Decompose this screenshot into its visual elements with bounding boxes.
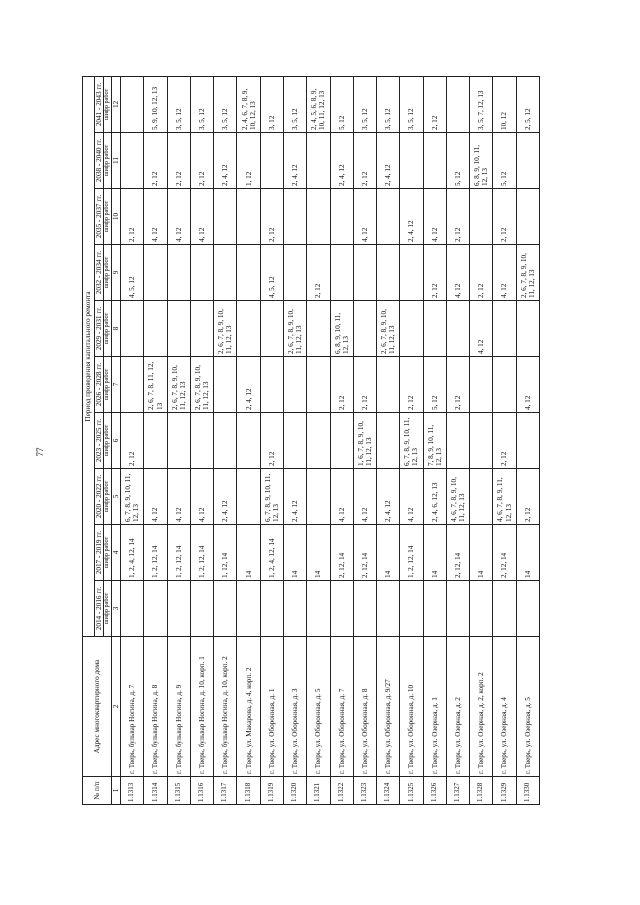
work-codes-cell bbox=[190, 413, 213, 469]
table-row bbox=[237, 76, 260, 804]
work-codes-cell: 3, 5, 12 bbox=[400, 76, 423, 132]
work-codes-cell: 4, 12 bbox=[190, 469, 213, 525]
work-codes-cell: 4, 12 bbox=[190, 189, 213, 245]
work-codes-cell: 3, 5, 12 bbox=[377, 76, 400, 132]
work-codes-cell: 1, 12, 14 bbox=[214, 525, 237, 581]
work-codes-cell: 2, 4, 12 bbox=[377, 469, 400, 525]
row-address: г. Тверь, бульвар Ногина, д. 7 bbox=[121, 637, 144, 777]
work-codes-cell bbox=[260, 133, 283, 189]
work-codes-cell bbox=[446, 413, 469, 469]
work-codes-cell bbox=[283, 245, 306, 301]
work-codes-cell: 4, 12 bbox=[167, 469, 190, 525]
work-codes-cell: 4, 12 bbox=[400, 469, 423, 525]
work-codes-cell: 2, 4, 6, 12, 13 bbox=[423, 469, 446, 525]
work-codes-cell bbox=[446, 301, 469, 357]
work-codes-cell bbox=[493, 301, 516, 357]
work-codes-cell: 3, 12 bbox=[260, 76, 283, 132]
work-codes-cell: 2, 12, 14 bbox=[353, 525, 376, 581]
header-sub-label: шифр работ bbox=[104, 581, 112, 637]
work-codes-cell: 14 bbox=[307, 525, 330, 581]
row-address: г. Тверь, ул. Макарова, д. 4, корп. 2 bbox=[237, 637, 260, 777]
table-row bbox=[307, 76, 330, 804]
work-codes-cell: 2, 6, 7, 8, 9, 10, 11, 12, 13 bbox=[516, 245, 539, 301]
row-address: г. Тверь, бульвар Ногина, д. 10, корп. 2 bbox=[214, 637, 237, 777]
column-index: 10 bbox=[112, 189, 121, 245]
row-address: г. Тверь, ул. Оборонная, д. 9/27 bbox=[377, 637, 400, 777]
work-codes-cell: 2, 12, 14 bbox=[446, 525, 469, 581]
row-number: 1.1330 bbox=[516, 777, 539, 805]
work-codes-cell bbox=[516, 301, 539, 357]
work-codes-cell: 6, 7, 8, 9, 10, 11, 12, 13 bbox=[121, 469, 144, 525]
table-row bbox=[260, 76, 283, 804]
header-period: 2038 - 2040 гг. bbox=[95, 133, 104, 189]
header-period: 2017 - 2019 гг. bbox=[95, 525, 104, 581]
row-number: 1.1328 bbox=[470, 777, 493, 805]
work-codes-cell: 4, 12 bbox=[423, 189, 446, 245]
table-row bbox=[330, 76, 353, 804]
work-codes-cell: 3, 5, 7, 12, 13 bbox=[470, 76, 493, 132]
work-codes-cell bbox=[377, 245, 400, 301]
work-codes-cell: 14 bbox=[423, 525, 446, 581]
work-codes-cell bbox=[400, 245, 423, 301]
row-number: 1.1319 bbox=[260, 777, 283, 805]
row-number: 1.1313 bbox=[121, 777, 144, 805]
table-row bbox=[283, 76, 306, 804]
header-period: 2035 - 2037 гг. bbox=[95, 189, 104, 245]
work-codes-cell: 6, 8, 9, 10, 11, 12, 13 bbox=[330, 301, 353, 357]
header-period: 2032 - 2034 гг. bbox=[95, 245, 104, 301]
header-address: Адрес многоквартирного дома bbox=[83, 637, 112, 777]
work-codes-cell: 2, 12 bbox=[144, 133, 167, 189]
work-codes-cell: 2, 6, 7, 8, 9, 10, 11, 12, 13 bbox=[167, 357, 190, 413]
work-codes-cell bbox=[446, 76, 469, 132]
column-index: 12 bbox=[112, 76, 121, 132]
header-sub-label: шифр работ bbox=[104, 469, 112, 525]
work-codes-cell bbox=[446, 581, 469, 637]
work-codes-cell bbox=[307, 133, 330, 189]
column-index: 4 bbox=[112, 525, 121, 581]
column-index: 5 bbox=[112, 469, 121, 525]
work-codes-cell bbox=[353, 245, 376, 301]
work-codes-cell bbox=[377, 357, 400, 413]
work-codes-cell: 4, 12 bbox=[353, 189, 376, 245]
work-codes-cell bbox=[260, 581, 283, 637]
work-codes-cell bbox=[470, 469, 493, 525]
work-codes-cell bbox=[330, 581, 353, 637]
table-row bbox=[353, 76, 376, 804]
table-row bbox=[377, 76, 400, 804]
work-codes-cell: 14 bbox=[516, 525, 539, 581]
header-period: 2020 - 2022 гг. bbox=[95, 469, 104, 525]
row-address: г. Тверь, ул. Оборонная, д. 10 bbox=[400, 637, 423, 777]
work-codes-cell bbox=[260, 301, 283, 357]
table-row bbox=[493, 76, 516, 804]
row-number: 1.1316 bbox=[190, 777, 213, 805]
row-number: 1.1315 bbox=[167, 777, 190, 805]
work-codes-cell: 4, 5, 12 bbox=[121, 245, 144, 301]
row-address: г. Тверь, бульвар Ногина, д. 10, корп. 1 bbox=[190, 637, 213, 777]
work-codes-cell: 2, 12 bbox=[446, 189, 469, 245]
work-codes-cell bbox=[470, 189, 493, 245]
work-codes-cell bbox=[307, 413, 330, 469]
work-codes-cell bbox=[377, 413, 400, 469]
work-codes-cell bbox=[377, 581, 400, 637]
work-codes-cell: 2, 12 bbox=[470, 245, 493, 301]
work-codes-cell: 2, 12 bbox=[121, 413, 144, 469]
row-address: г. Тверь, ул. Оборонная, д. 1 bbox=[260, 637, 283, 777]
table-row bbox=[423, 76, 446, 804]
work-codes-cell: 14 bbox=[377, 525, 400, 581]
work-codes-cell: 3, 5, 12 bbox=[214, 76, 237, 132]
row-number: 1.1317 bbox=[214, 777, 237, 805]
work-codes-cell: 1, 2, 4, 12, 14 bbox=[260, 525, 283, 581]
row-number: 1.1322 bbox=[330, 777, 353, 805]
work-codes-cell bbox=[144, 581, 167, 637]
work-codes-cell bbox=[493, 581, 516, 637]
table-row bbox=[446, 76, 469, 804]
work-codes-cell bbox=[470, 581, 493, 637]
work-codes-cell bbox=[190, 581, 213, 637]
work-codes-cell: 2, 4, 12 bbox=[237, 357, 260, 413]
work-codes-cell: 4, 12 bbox=[144, 189, 167, 245]
work-codes-cell bbox=[307, 301, 330, 357]
row-number: 1.1324 bbox=[377, 777, 400, 805]
work-codes-cell bbox=[144, 413, 167, 469]
row-number: 1.1325 bbox=[400, 777, 423, 805]
row-address: г. Тверь, ул. Озерная, д. 1 bbox=[423, 637, 446, 777]
work-codes-cell: 2, 12 bbox=[260, 189, 283, 245]
work-codes-cell bbox=[400, 581, 423, 637]
work-codes-cell bbox=[237, 581, 260, 637]
work-codes-cell: 2, 12 bbox=[400, 357, 423, 413]
row-address: г. Тверь, бульвар Ногина, д. 9 bbox=[167, 637, 190, 777]
header-sub-label: шифр работ bbox=[104, 76, 112, 132]
header-sub-label: шифр работ bbox=[104, 301, 112, 357]
work-codes-cell: 5, 12 bbox=[423, 357, 446, 413]
work-codes-cell: 4, 12 bbox=[353, 469, 376, 525]
work-codes-cell: 2, 12 bbox=[121, 189, 144, 245]
table-row bbox=[144, 76, 167, 804]
work-codes-cell bbox=[307, 469, 330, 525]
work-codes-cell: 2, 6, 7, 8, 11, 12, 13 bbox=[144, 357, 167, 413]
work-codes-cell bbox=[283, 413, 306, 469]
header-sub-label: шифр работ bbox=[104, 245, 112, 301]
work-codes-cell bbox=[237, 301, 260, 357]
header-period: 2023 - 2025 гг. bbox=[95, 413, 104, 469]
work-codes-cell bbox=[283, 189, 306, 245]
work-codes-cell: 2, 12, 14 bbox=[493, 525, 516, 581]
work-codes-cell: 2, 6, 7, 8, 9, 10, 11, 12, 13 bbox=[283, 301, 306, 357]
table-row bbox=[190, 76, 213, 804]
row-address: г. Тверь, ул. Оборонная, д. 7 bbox=[330, 637, 353, 777]
row-number: 1.1314 bbox=[144, 777, 167, 805]
header-period: 2041 - 2043 гг. bbox=[95, 76, 104, 132]
header-period: 2029 - 2031 гг. bbox=[95, 301, 104, 357]
work-codes-cell: 3, 5, 12 bbox=[190, 76, 213, 132]
row-number: 1.1326 bbox=[423, 777, 446, 805]
work-codes-cell: 6, 8, 9, 10, 11, 12, 13 bbox=[470, 133, 493, 189]
capital-repair-table-rotated bbox=[82, 77, 540, 805]
work-codes-cell: 5, 9, 10, 12, 13 bbox=[144, 76, 167, 132]
work-codes-cell bbox=[121, 581, 144, 637]
work-codes-cell bbox=[214, 413, 237, 469]
row-number: 1.1320 bbox=[283, 777, 306, 805]
work-codes-cell bbox=[121, 301, 144, 357]
header-period-title: Период проведения капитального ремонта bbox=[83, 76, 95, 636]
work-codes-cell: 6, 7, 8, 9, 10, 11, 12, 13 bbox=[400, 413, 423, 469]
work-codes-cell bbox=[516, 133, 539, 189]
work-codes-cell bbox=[121, 76, 144, 132]
work-codes-cell bbox=[470, 357, 493, 413]
work-codes-cell bbox=[237, 469, 260, 525]
work-codes-cell bbox=[516, 189, 539, 245]
row-address: г. Тверь, ул. Оборонная, д. 3 bbox=[283, 637, 306, 777]
work-codes-cell: 2, 12 bbox=[190, 133, 213, 189]
row-address: г. Тверь, ул. Оборонная, д. 5 bbox=[307, 637, 330, 777]
work-codes-cell: 2, 6, 7, 8, 9, 10, 11, 12, 13 bbox=[377, 301, 400, 357]
work-codes-cell bbox=[423, 301, 446, 357]
work-codes-cell: 2, 5, 12 bbox=[516, 76, 539, 132]
row-address: г. Тверь, ул. Озерная, д. 4 bbox=[493, 637, 516, 777]
work-codes-cell: 2, 4, 12 bbox=[283, 469, 306, 525]
work-codes-cell bbox=[516, 413, 539, 469]
row-address: г. Тверь, ул. Озерная, д. 5 bbox=[516, 637, 539, 777]
work-codes-cell: 4, 6, 7, 8, 9, 10, 11, 12, 13 bbox=[446, 469, 469, 525]
work-codes-cell: 2, 12 bbox=[353, 133, 376, 189]
work-codes-cell: 2, 12 bbox=[493, 189, 516, 245]
work-codes-cell bbox=[214, 581, 237, 637]
work-codes-cell: 2, 12 bbox=[446, 357, 469, 413]
header-sub-label: шифр работ bbox=[104, 189, 112, 245]
row-number: 1.1329 bbox=[493, 777, 516, 805]
work-codes-cell bbox=[307, 581, 330, 637]
work-codes-cell: 2, 4, 12 bbox=[330, 133, 353, 189]
work-codes-cell: 6, 7, 8, 9, 10, 11, 12, 13 bbox=[260, 469, 283, 525]
work-codes-cell bbox=[377, 189, 400, 245]
work-codes-cell bbox=[470, 413, 493, 469]
work-codes-cell bbox=[516, 581, 539, 637]
work-codes-cell: 2, 4, 12 bbox=[377, 133, 400, 189]
work-codes-cell: 1, 2, 12, 14 bbox=[144, 525, 167, 581]
header-period: 2026 - 2028 гг. bbox=[95, 357, 104, 413]
work-codes-cell: 4, 6, 7, 8, 9, 11, 12, 13 bbox=[493, 469, 516, 525]
work-codes-cell: 10, 12 bbox=[493, 76, 516, 132]
work-codes-cell: 3, 5, 12 bbox=[353, 76, 376, 132]
column-index: 11 bbox=[112, 133, 121, 189]
work-codes-cell: 1, 2, 4, 12, 14 bbox=[121, 525, 144, 581]
header-no: № п/п bbox=[83, 777, 112, 805]
column-index: 2 bbox=[112, 637, 121, 777]
column-index: 6 bbox=[112, 413, 121, 469]
work-codes-cell: 4, 5, 12 bbox=[260, 245, 283, 301]
table-row bbox=[400, 76, 423, 804]
work-codes-cell: 1, 2, 12, 14 bbox=[167, 525, 190, 581]
work-codes-cell: 4, 12 bbox=[167, 189, 190, 245]
work-codes-cell bbox=[167, 413, 190, 469]
header-sub-label: шифр работ bbox=[104, 357, 112, 413]
work-codes-cell bbox=[330, 189, 353, 245]
work-codes-cell: 4, 12 bbox=[446, 245, 469, 301]
work-codes-cell bbox=[190, 245, 213, 301]
work-codes-cell bbox=[121, 357, 144, 413]
work-codes-cell: 2, 4, 12 bbox=[283, 133, 306, 189]
work-codes-cell bbox=[214, 357, 237, 413]
work-codes-cell bbox=[214, 245, 237, 301]
work-codes-cell bbox=[353, 301, 376, 357]
work-codes-cell bbox=[283, 357, 306, 413]
work-codes-cell: 2, 6, 7, 8, 9, 10, 11, 12, 13 bbox=[190, 357, 213, 413]
work-codes-cell bbox=[423, 133, 446, 189]
header-period: 2014 - 2016 гг. bbox=[95, 581, 104, 637]
work-codes-cell bbox=[423, 581, 446, 637]
work-codes-cell bbox=[400, 133, 423, 189]
work-codes-cell: 4, 12 bbox=[330, 469, 353, 525]
work-codes-cell bbox=[400, 301, 423, 357]
work-codes-cell bbox=[167, 245, 190, 301]
work-codes-cell bbox=[307, 189, 330, 245]
work-codes-cell bbox=[307, 357, 330, 413]
work-codes-cell bbox=[190, 301, 213, 357]
table-row bbox=[214, 76, 237, 804]
row-address: г. Тверь, бульвар Ногина, д. 8 bbox=[144, 637, 167, 777]
work-codes-cell: 2, 12, 14 bbox=[330, 525, 353, 581]
work-codes-cell bbox=[167, 301, 190, 357]
work-codes-cell: 2, 4, 12 bbox=[400, 189, 423, 245]
table-row bbox=[470, 76, 493, 804]
work-codes-cell: 1, 2, 12, 14 bbox=[400, 525, 423, 581]
work-codes-cell: 5, 12 bbox=[330, 76, 353, 132]
row-number: 1.1318 bbox=[237, 777, 260, 805]
row-number: 1.1327 bbox=[446, 777, 469, 805]
work-codes-cell: 1, 6, 7, 8, 9, 10, 11, 12, 13 bbox=[353, 413, 376, 469]
work-codes-cell: 2, 12 bbox=[167, 133, 190, 189]
work-codes-cell: 1, 2, 12, 14 bbox=[190, 525, 213, 581]
work-codes-cell: 2, 12 bbox=[353, 357, 376, 413]
work-codes-cell bbox=[214, 189, 237, 245]
work-codes-cell bbox=[167, 581, 190, 637]
work-codes-cell bbox=[330, 413, 353, 469]
work-codes-cell bbox=[237, 413, 260, 469]
work-codes-cell: 2, 12 bbox=[516, 469, 539, 525]
table-row bbox=[516, 76, 539, 804]
work-codes-cell bbox=[144, 245, 167, 301]
work-codes-cell: 14 bbox=[237, 525, 260, 581]
header-sub-label: шифр работ bbox=[104, 133, 112, 189]
work-codes-cell bbox=[283, 581, 306, 637]
work-codes-cell bbox=[144, 301, 167, 357]
work-codes-cell: 2, 4, 12 bbox=[214, 469, 237, 525]
work-codes-cell bbox=[121, 133, 144, 189]
work-codes-cell: 2, 12 bbox=[493, 413, 516, 469]
work-codes-cell: 2, 12 bbox=[260, 413, 283, 469]
column-index: 8 bbox=[112, 301, 121, 357]
work-codes-cell: 3, 5, 12 bbox=[283, 76, 306, 132]
work-codes-cell: 4, 12 bbox=[470, 301, 493, 357]
page-number: 77 bbox=[35, 447, 45, 457]
row-address: г. Тверь, ул. Оборонная, д. 8 bbox=[353, 637, 376, 777]
work-codes-cell bbox=[237, 189, 260, 245]
capital-repair-table bbox=[82, 76, 540, 805]
header-sub-label: шифр работ bbox=[104, 413, 112, 469]
work-codes-cell: 2, 12 bbox=[330, 357, 353, 413]
work-codes-cell: 5, 12 bbox=[446, 133, 469, 189]
work-codes-cell: 7, 8, 9, 10, 11, 12, 13 bbox=[423, 413, 446, 469]
work-codes-cell: 2, 4, 6, 7, 8, 9, 10, 12, 13 bbox=[237, 76, 260, 132]
work-codes-cell: 4, 12 bbox=[144, 469, 167, 525]
row-number: 1.1323 bbox=[353, 777, 376, 805]
work-codes-cell bbox=[237, 245, 260, 301]
work-codes-cell: 14 bbox=[470, 525, 493, 581]
work-codes-cell: 2, 6, 7, 8, 9, 10, 11, 12, 13 bbox=[214, 301, 237, 357]
work-codes-cell: 4, 12 bbox=[493, 245, 516, 301]
column-index: 3 bbox=[112, 581, 121, 637]
column-index: 7 bbox=[112, 357, 121, 413]
work-codes-cell bbox=[330, 245, 353, 301]
work-codes-cell: 5, 12 bbox=[493, 133, 516, 189]
work-codes-cell bbox=[353, 581, 376, 637]
header-sub-label: шифр работ bbox=[104, 525, 112, 581]
work-codes-cell: 4, 12 bbox=[516, 357, 539, 413]
work-codes-cell: 1, 12 bbox=[237, 133, 260, 189]
work-codes-cell: 2, 12 bbox=[307, 245, 330, 301]
column-index: 1 bbox=[112, 777, 121, 805]
work-codes-cell bbox=[260, 357, 283, 413]
work-codes-cell: 2, 12 bbox=[423, 245, 446, 301]
row-address: г. Тверь, ул. Озерная, д. 2, корп. 2 bbox=[470, 637, 493, 777]
work-codes-cell: 2, 4, 5, 6, 8, 9, 10, 11, 12, 13 bbox=[307, 76, 330, 132]
work-codes-cell: 3, 5, 12 bbox=[167, 76, 190, 132]
row-address: г. Тверь, ул. Озерная, д. 2 bbox=[446, 637, 469, 777]
row-number: 1.1321 bbox=[307, 777, 330, 805]
work-codes-cell: 14 bbox=[283, 525, 306, 581]
column-index: 9 bbox=[112, 245, 121, 301]
table-row bbox=[121, 76, 144, 804]
work-codes-cell: 2, 4, 12 bbox=[214, 133, 237, 189]
work-codes-cell bbox=[493, 357, 516, 413]
work-codes-cell: 2, 12 bbox=[423, 76, 446, 132]
table-row bbox=[167, 76, 190, 804]
